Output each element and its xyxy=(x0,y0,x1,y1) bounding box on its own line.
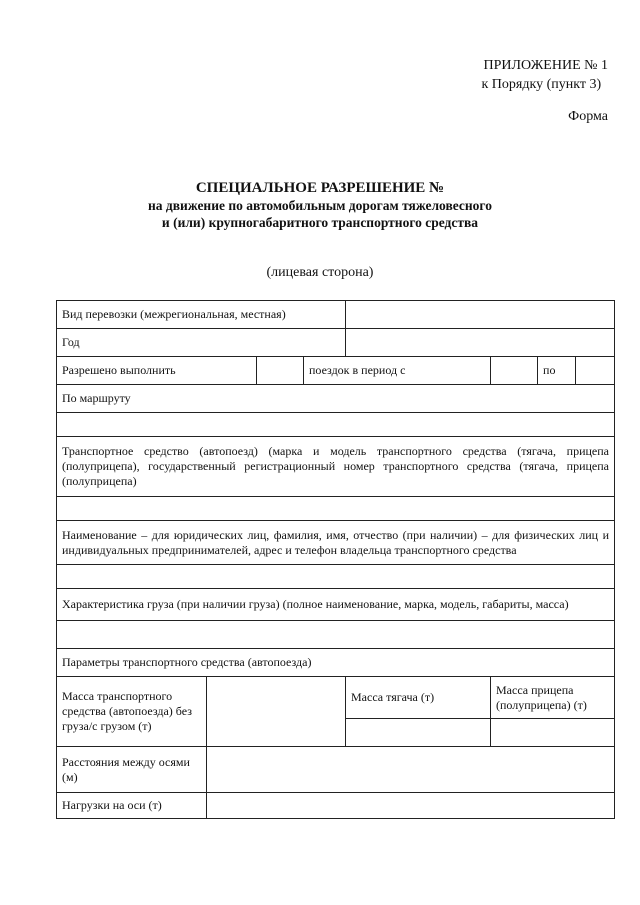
mass-tractor-label: Масса тягача (т) xyxy=(346,677,491,719)
axle-distance-label: Расстояния между осями (м) xyxy=(57,747,207,793)
mass-tractor-field[interactable] xyxy=(346,719,491,747)
mass-trailer-label: Масса прицепа (полуприцепа) (т) xyxy=(491,677,615,719)
vehicle-field[interactable] xyxy=(57,497,615,521)
vehicle-label: Транспортное средство (автопоезд) (марка и модель транспортного средства (тягача, прицепа (полуприцепа), государственный регистрационный номер транспортного средства (тягача, прицепа (полуприцепа) xyxy=(57,437,615,497)
axle-loads-label: Нагрузки на оси (т) xyxy=(57,793,207,819)
document-subtitle-line2: и (или) крупногабаритного транспортного средства xyxy=(161,215,479,230)
form-label: Форма xyxy=(568,109,608,124)
permit-form-table xyxy=(56,300,615,819)
cargo-label: Характеристика груза (при наличии груза) (полное наименование, марка, модель, габариты, масса) xyxy=(57,589,615,621)
allowed-label: Разрешено выполнить xyxy=(57,357,257,385)
trips-period-label: поездок в период с xyxy=(304,357,491,385)
period-to-field[interactable] xyxy=(576,357,615,385)
axle-loads-field[interactable] xyxy=(207,793,615,819)
owner-label: Наименование – для юридических лиц, фамилия, имя, отчество (при наличии) – для физических лиц и индивидуальных предпринимателей, адрес и телефон владельца транспортного средства xyxy=(57,521,615,565)
annex-header xyxy=(482,56,609,94)
params-label: Параметры транспортного средства (автопоезда) xyxy=(57,649,615,677)
owner-field[interactable] xyxy=(57,565,615,589)
year-field[interactable] xyxy=(346,329,615,357)
period-to-label: по xyxy=(538,357,576,385)
side-label: (лицевая сторона) xyxy=(266,265,374,280)
annex-number: ПРИЛОЖЕНИЕ № 1 xyxy=(483,58,608,73)
transport-type-label: Вид перевозки (межрегиональная, местная) xyxy=(57,301,346,329)
document-subtitle-line1: на движение по автомобильным дорогам тяжеловесного xyxy=(148,198,492,213)
document-title: СПЕЦИАЛЬНОЕ РАЗРЕШЕНИЕ № xyxy=(195,180,445,196)
mass-trailer-field[interactable] xyxy=(491,719,615,747)
route-field[interactable] xyxy=(57,413,615,437)
route-label: По маршруту xyxy=(57,385,615,413)
period-from-field[interactable] xyxy=(491,357,538,385)
annex-reference: к Порядку (пункт 3) xyxy=(481,77,602,92)
axle-distance-field[interactable] xyxy=(207,747,615,793)
year-label: Год xyxy=(57,329,346,357)
transport-type-field[interactable] xyxy=(346,301,615,329)
cargo-field[interactable] xyxy=(57,621,615,649)
mass-vehicle-field[interactable] xyxy=(207,677,346,747)
allowed-count-field[interactable] xyxy=(257,357,304,385)
mass-vehicle-label: Масса транспортного средства (автопоезда) без груза/с грузом (т) xyxy=(57,677,207,747)
